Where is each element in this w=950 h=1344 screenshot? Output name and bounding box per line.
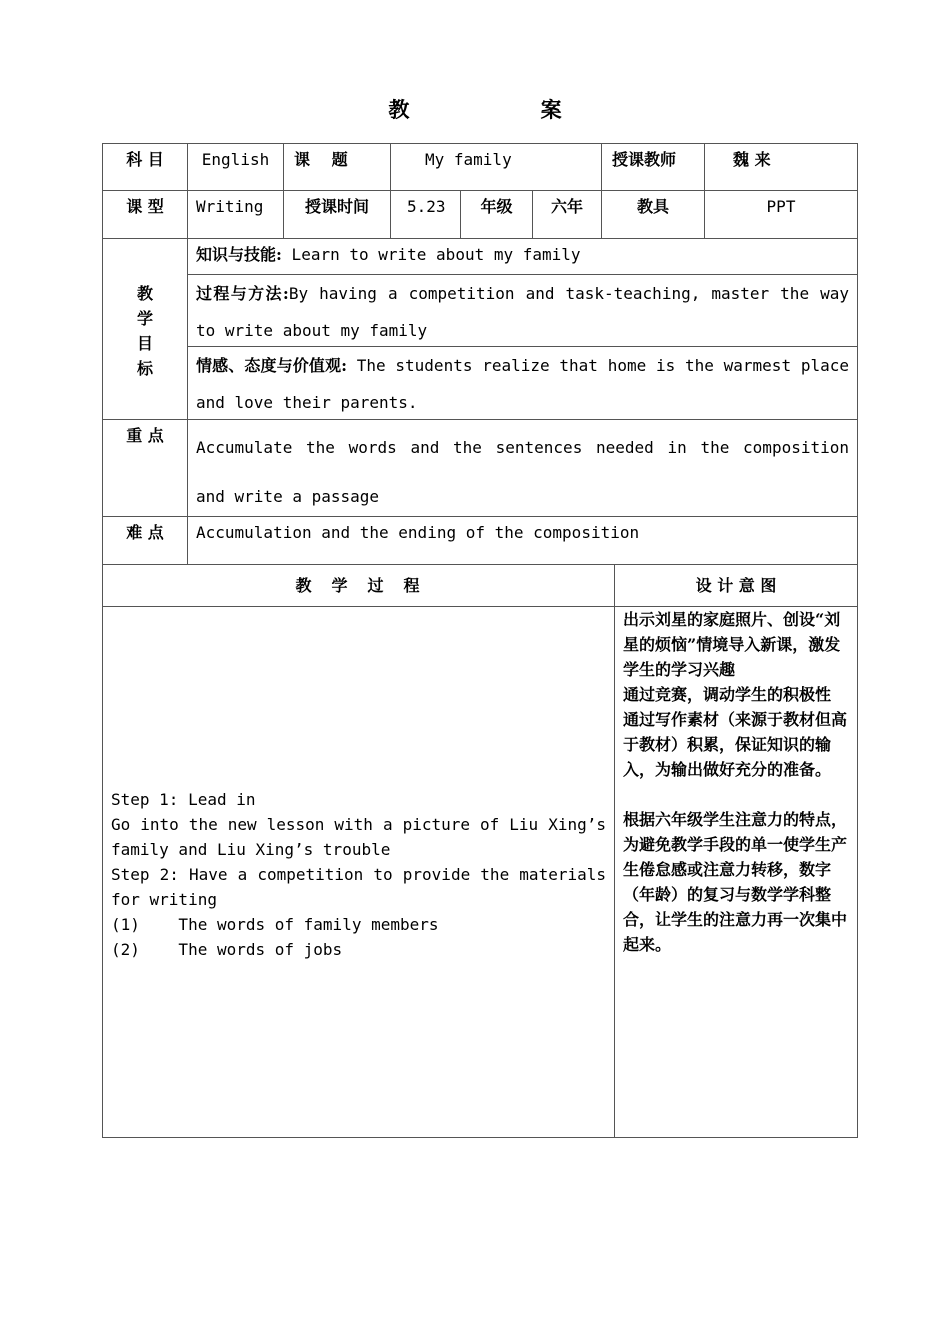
process-line-4: (1) The words of family members — [111, 915, 439, 934]
grade-value: 六年 — [532, 190, 602, 239]
difficult-points-label: 难 点 — [102, 516, 188, 565]
objectives-char-1: 教 — [136, 284, 153, 303]
process-line-3: Step 2: Have a competition to provide the materials for writing — [111, 865, 606, 909]
difficult-points-text: Accumulation and the ending of the composition — [187, 516, 858, 565]
design-paragraph-1: 出示刘星的家庭照片、创设“刘星的烦恼”情境导入新课，激发学生的学习兴趣 — [623, 610, 841, 679]
key-points-text: Accumulate the words and the sentences needed in the composition and write a passage — [187, 419, 858, 517]
type-label: 课 型 — [102, 190, 188, 239]
objectives-char-4: 标 — [136, 359, 153, 378]
emotion-text: The students realize that home is the warmest place and love their parents. — [196, 356, 849, 412]
teacher-value: 魏 来 — [704, 143, 858, 191]
design-spacer — [623, 782, 849, 807]
topic-value: My family — [390, 143, 602, 191]
emotion-label: 情感、态度与价值观: — [196, 356, 347, 375]
process-label: 过程与方法: — [196, 284, 289, 303]
process-line-5: (2) The words of jobs — [111, 940, 343, 959]
subject-label: 科 目 — [102, 143, 188, 191]
subject-value: English — [187, 143, 284, 191]
topic-label: 课 题 — [283, 143, 391, 191]
process-line-1: Step 1: Lead in — [111, 790, 256, 809]
objectives-label — [102, 238, 188, 420]
objective-emotion — [187, 346, 858, 420]
knowledge-label: 知识与技能: — [196, 245, 282, 264]
design-paragraph-3: 通过写作素材（来源于教材但高于教材）积累，保证知识的输入，为输出做好充分的准备。 — [623, 710, 848, 779]
process-text: By having a competition and task-teaching, master the way to write about my family — [196, 284, 849, 340]
time-label: 授课时间 — [283, 190, 391, 239]
aids-value: PPT — [704, 190, 858, 239]
type-value: Writing — [187, 190, 284, 239]
objective-process — [187, 274, 858, 347]
teacher-label: 授课教师 — [601, 143, 705, 191]
process-content — [102, 606, 615, 1138]
design-paragraph-4: 根据六年级学生注意力的特点，为避免教学手段的单一使学生产生倦怠感或注意力转移，数字（年龄）的复习与数学学科整合，让学生的注意力再一次集中起来。 — [623, 810, 848, 954]
objective-knowledge — [187, 238, 858, 275]
objectives-char-2: 学 — [136, 309, 153, 328]
document-title: 教 案 — [388, 97, 624, 122]
aids-label: 教具 — [601, 190, 705, 239]
key-points-label: 重 点 — [102, 419, 188, 517]
grade-label: 年级 — [460, 190, 533, 239]
design-header: 设 计 意 图 — [614, 564, 858, 607]
process-header: 教 学 过 程 — [102, 564, 615, 607]
design-paragraph-2: 通过竞赛，调动学生的积极性 — [623, 685, 832, 704]
process-line-2: Go into the new lesson with a picture of Liu Xing’s family and Liu Xing’s trouble — [111, 815, 606, 859]
objectives-char-3: 目 — [136, 334, 153, 353]
time-value: 5.23 — [390, 190, 461, 239]
knowledge-text: Learn to write about my family — [281, 245, 581, 264]
design-content — [614, 606, 858, 1138]
